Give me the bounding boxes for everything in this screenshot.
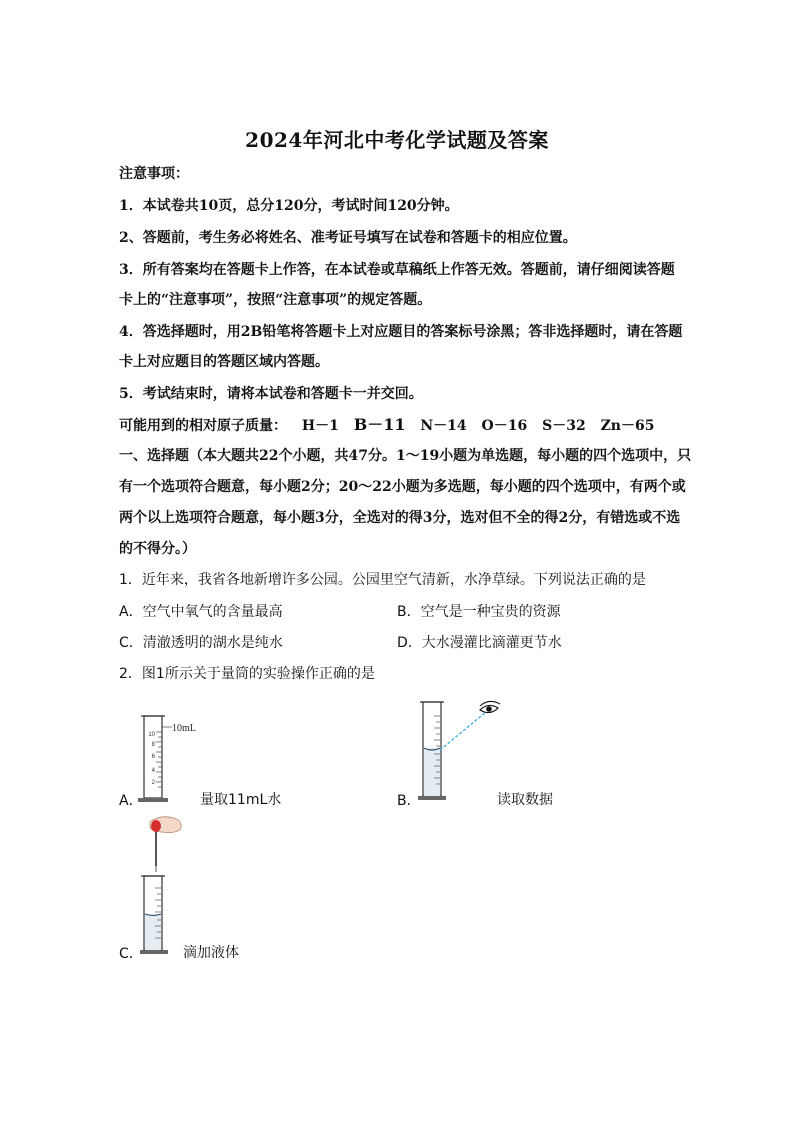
q1-option-c: C．清澈透明的湖水是纯水 <box>119 635 283 651</box>
question-1-stem: 1．近年来，我省各地新增许多公园。公园里空气清新，水净草绿。下列说法正确的是 <box>119 572 646 588</box>
atomic-mass-value: Zn－65 <box>600 418 655 434</box>
question-2-stem: 2．图1所示关于量筒的实验操作正确的是 <box>119 666 375 682</box>
atomic-mass-value: N－14 <box>420 418 467 434</box>
notice-item: 1．本试卷共10页，总分120分，考试时间120分钟。 <box>119 198 459 214</box>
page-title: 2024年河北中考化学试题及答案 <box>245 128 549 152</box>
figure-c-dropper-cylinder <box>136 814 196 956</box>
notice-item: 卡上对应题目的答题区域内答题。 <box>119 354 329 370</box>
section-instructions: 有一个选项符合题意，每小题2分；20～22小题为多选题，每小题的四个选项中，有两个或 <box>119 479 686 495</box>
figure-a-tick: 8 <box>151 742 155 748</box>
figure-a-caption: 量取11mL水 <box>200 792 282 808</box>
figure-b-letter: B． <box>397 793 421 809</box>
figure-c-letter: C． <box>119 946 143 962</box>
notice-item: 5．考试结束时，请将本试卷和答题卡一并交回。 <box>119 386 423 402</box>
atomic-mass-value: H－1 <box>301 418 339 434</box>
q1-option-a: A．空气中氧气的含量最高 <box>119 604 283 620</box>
atomic-mass-value: S－32 <box>542 418 586 434</box>
section-instructions: 两个以上选项符合题意，每小题3分，全选对的得3分，选对但不全的得2分，有错选或不选 <box>119 510 681 526</box>
q1-option-b: B．空气是一种宝贵的资源 <box>397 604 561 620</box>
figure-a-tick: 4 <box>151 768 155 774</box>
figure-a-tick: 6 <box>151 754 155 760</box>
notice-item: 卡上的“注意事项”，按照“注意事项”的规定答题。 <box>119 292 432 308</box>
q1-option-d: D．大水漫灌比滴灌更节水 <box>397 635 562 651</box>
figure-a-letter: A． <box>119 793 143 809</box>
atomic-mass-label: 可能用到的相对原子质量： <box>119 418 287 434</box>
dropper-bulb-icon <box>151 820 161 832</box>
figure-a-tick: 10 <box>148 732 155 738</box>
figure-a-volume-label: 10mL <box>172 723 196 734</box>
atomic-mass-line <box>119 415 679 436</box>
notice-item: 4．答选择题时，用2B铅笔将答题卡上对应题目的答案标号涂黑；答非选择题时，请在答题 <box>119 324 683 340</box>
figure-b-caption: 读取数据 <box>497 792 553 808</box>
eye-icon <box>480 701 500 712</box>
figure-a-tick: 2 <box>151 780 155 786</box>
section-instructions: 的不得分。） <box>119 541 196 557</box>
section-instructions: 一、选择题（本大题共22个小题，共47分。1～19小题为单选题，每小题的四个选项中，只 <box>119 448 692 464</box>
figure-b-cylinder <box>414 696 514 804</box>
figure-c-caption: 滴加液体 <box>183 945 239 961</box>
atomic-mass-value: B－11 <box>353 415 406 434</box>
atomic-mass-value: O－16 <box>481 418 528 434</box>
notice-item: 2、答题前，考生务必将姓名、准考证号填写在试卷和答题卡的相应位置。 <box>119 230 577 246</box>
notice-item: 3．所有答案均在答题卡上作答，在本试卷或草稿纸上作答无效。答题前，请仔细阅读答题 <box>119 262 675 278</box>
notice-heading: 注意事项： <box>119 166 189 182</box>
